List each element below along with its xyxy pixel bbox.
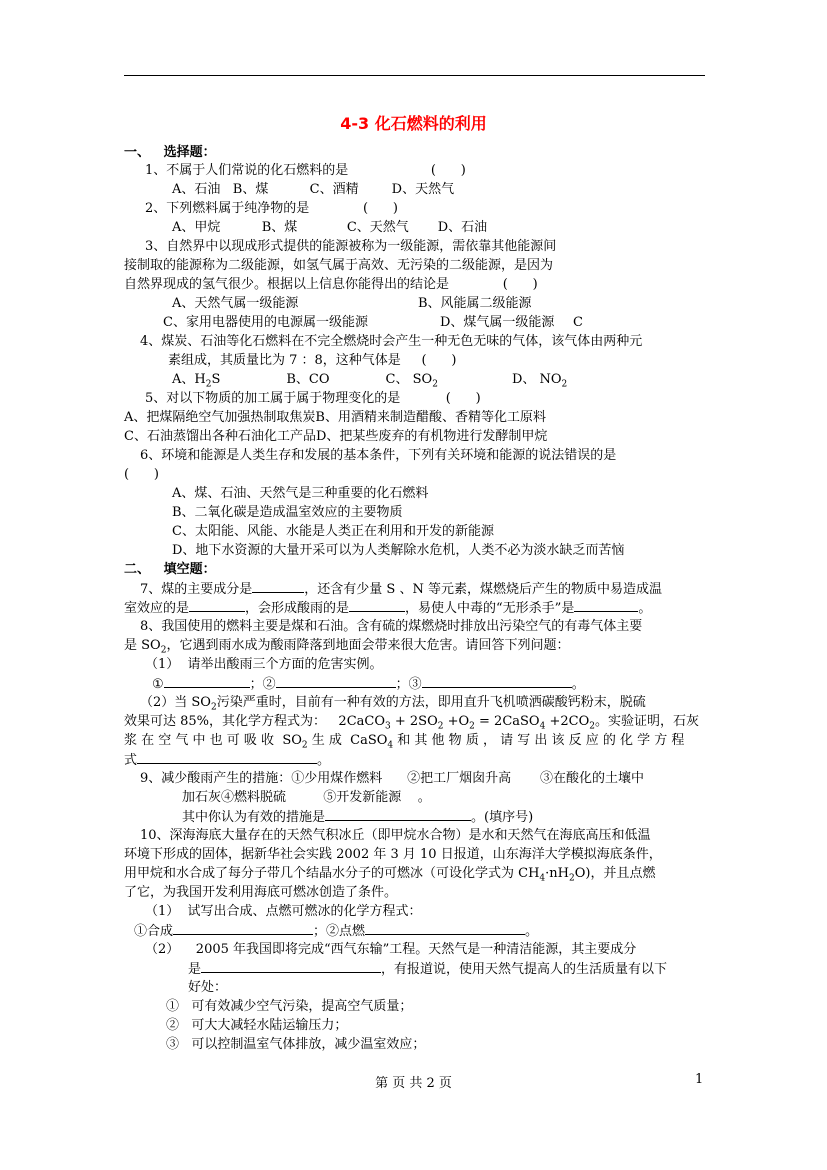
q10-sub1: （1） 试写出合成、点燃可燃冰的化学方程式： [145,904,422,919]
q9-line-3: 其中你认为有效的措施是 。(填序号) [182,810,534,825]
q7-line-2: 室效应的是 ，会形成酸雨的是 ，易使人中毒的“无形杀手”是 。 [124,601,652,616]
q5-options-ab: A、把煤隔绝空气加强热制取焦炭B、用酒精来制造醋酸、香精等化工原料 [124,410,546,425]
q8-sub2-line-3: 浆 在 空 气 中 也 可 吸 收 $SO_2$ 生 成 CaSO$_4$ 和 其 他 物 质 ， 请 写 出 该 反 应 的 化 学 方 程 [124,733,685,751]
q6-option-a: A、煤、石油、天然气是三种重要的化石燃料 [172,486,429,501]
q8-sub1-blanks: ① ；② ；③ 。 [152,677,585,692]
q6-option-d: D、地下水资源的大量开采可以为人类解除水危机，人类不必为淡水缺乏而苦恼 [172,543,625,558]
section-choice-heading: 一、 选择题： [124,145,216,160]
q10-sub2-line-2: 是 ，有报道说，使用天然气提高人的生活质量有以下 [188,962,668,977]
q10-benefit-2: ② 可大大减轻水陆运输压力； [166,1018,348,1033]
page-title: 4-3 化石燃料的利用 [340,114,487,133]
q1-options: A、石油 B、煤 C、酒精 D、天然气 [172,182,455,197]
q5-options-cd: C、石油蒸馏出各种石油化工产品D、把某些废弃的有机物进行发酵制甲烷 [124,429,548,444]
q6-option-b: B、二氧化碳是造成温室效应的主要物质 [172,505,403,520]
q7-line-1: 7、煤的主要成分是 ，还含有少量 S 、N 等元素，煤燃烧后产生的物质中易造成温 [140,582,662,597]
q3-text-3: 自然界现成的氢气很少。根据以上信息你能得出的结论是 ( ) [124,277,538,292]
q8-sub2-line-2: 效果可达 85%，其化学方程式为： 2CaCO$_3$ + $2SO_2 +O_2$ = 2CaSO$_4$ $+2CO_2$。实验证明，石灰 [124,714,699,732]
q8-sub2-line-4: 式 。 [124,753,331,768]
q10-sub2-line-3: 好处： [188,980,228,995]
section-fill-heading: 二、 填空题： [124,562,216,577]
q6-option-c: C、太阳能、风能、水能是人类正在利用和开发的新能源 [172,524,494,539]
q8-sub1: （1） 请举出酸雨三个方面的危害实例。 [145,657,383,672]
q1-text: 1、不属于人们常说的化石燃料的是 ( ) [145,163,466,178]
q3-text-1: 3、自然界中以现成形式提供的能源被称为一级能源，需依靠其他能源间 [145,239,557,254]
q3-stray-c: C [573,315,583,330]
q8-line-2: 是 $SO_2$，它遇到雨水成为酸雨降落到地面会带来很大危害。请回答下列问题： [124,638,570,656]
q4-options: A、$H_2S$ B、CO C、 $SO_2$ D、 $NO_2$ [172,372,568,390]
q3-option-a: A、天然气属一级能源 [172,296,299,311]
q10-sub2-line-1: （2） 2005 年我国即将完成“西气东输”工程。天然气是一种清洁能源，其主要成分 [145,942,637,957]
q10-line-1: 10、深海海底大量存在的天然气积冰丘（即甲烷水合物）是水和天然气在海底高压和低温 [140,828,651,843]
q3-text-2: 接制取的能源称为二级能源，如氢气属于高效、无污染的二级能源，是因为 [124,258,554,273]
page-footer: 第 页 共 2 页 [375,1076,452,1091]
q3-option-c: C、家用电器使用的电源属一级能源 [163,315,368,330]
q6-bracket: ( ) [124,467,159,482]
q8-sub2-line-1: （2）当 $SO_2$污染严重时，目前有一种有效的方法，即用直升飞机喷洒碳酸钙粉末，脱硫 [140,695,646,713]
q10-line-2: 环境下形成的固体，据新华社会实践 2002 年 3 月 10 日报道，山东海洋大学模拟海底条件， [124,847,662,862]
q9-line-1: 9、减少酸雨产生的措施：①少用煤作燃料 ②把工厂烟囱升高 ③在酸化的土壤中 [140,771,644,786]
q5-text: 5、对以下物质的加工属于属于物理变化的是 ( ) [145,391,481,406]
page-number: 1 [695,1072,704,1087]
q9-line-2: 加石灰④燃料脱硫 ⑤开发新能源 。 [182,790,431,805]
q10-line-4: 了它，为我国开发利用海底可燃冰创造了条件。 [124,885,398,900]
q3-option-b: B、风能属二级能源 [418,296,532,311]
q10-benefit-3: ③ 可以控制温室气体排放，减少温室效应； [166,1037,426,1052]
q3-option-d: D、煤气属一级能源 [440,315,555,330]
q8-line-1: 8、我国使用的燃料主要是煤和石油。含有硫的煤燃烧时排放出污染空气的有毒气体主要 [140,619,643,634]
q4-text-2: 素组成，其质量比为 7 ：8，这种气体是 ( ) [168,353,457,368]
q10-line-3: 用甲烷和水合成了每分子带几个结晶水分子的可燃冰（可设化学式为 $CH_4\cdot nH_2O$)，并且点燃 [124,866,656,884]
q4-text-1: 4、煤炭、石油等化石燃料在不完全燃烧时会产生一种无色无味的气体，该气体由两种元 [140,334,643,349]
q10-benefit-1: ① 可有效减少空气污染，提高空气质量； [166,999,413,1014]
q6-text: 6、环境和能源是人类生存和发展的基本条件，下列有关环境和能源的说法错误的是 [140,448,617,463]
q10-sub1-blanks: ①合成 ；②点燃 。 [134,924,539,939]
q2-options: A、甲烷 B、煤 C、天然气 D、石油 [172,220,488,235]
header-rule [124,75,705,76]
q2-text: 2、下列燃料属于纯净物的是 ( ) [145,201,398,216]
